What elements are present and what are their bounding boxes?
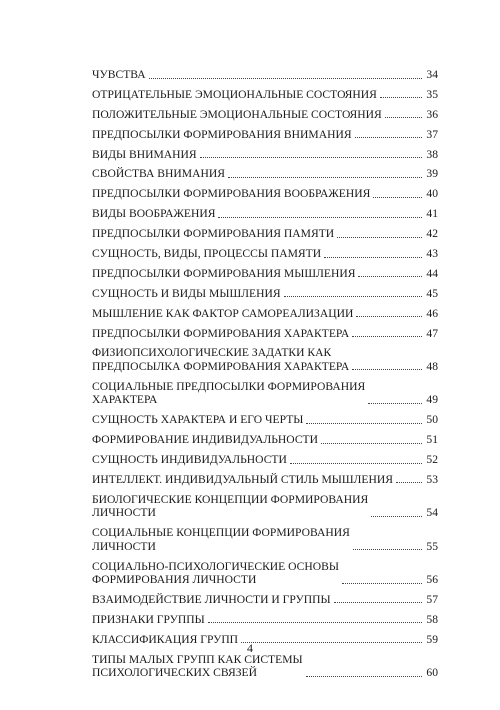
toc-entry-title-cont: ФОРМИРОВАНИЯ ЛИЧНОСТИ bbox=[92, 573, 257, 587]
toc-entry-page: 39 bbox=[426, 167, 438, 181]
toc-entry bbox=[92, 380, 438, 407]
toc-entry-page: 56 bbox=[426, 573, 438, 587]
toc-entry-title-cont: ПСИХОЛОГИЧЕСКИХ СВЯЗЕЙ bbox=[92, 666, 257, 680]
leader-dots bbox=[337, 237, 422, 238]
toc-entry-title: СУЩНОСТЬ ИНДИВИДУАЛЬНОСТИ bbox=[92, 453, 287, 467]
toc-entry-page: 45 bbox=[426, 286, 438, 300]
toc-entry-title: ТИПЫ МАЛЫХ ГРУПП КАК СИСТЕМЫ bbox=[92, 652, 303, 666]
leader-dots bbox=[208, 622, 422, 623]
toc-entry-page: 57 bbox=[426, 592, 438, 606]
toc-entry-page: 41 bbox=[426, 207, 438, 221]
toc-entry-title: ПРИЗНАКИ ГРУППЫ bbox=[92, 612, 205, 626]
toc-entry bbox=[92, 307, 438, 321]
leader-dots bbox=[352, 336, 422, 337]
leader-dots bbox=[228, 177, 422, 178]
toc-entry-page: 52 bbox=[426, 453, 438, 467]
toc-entry-title: СВОЙСТВА ВНИМАНИЯ bbox=[92, 167, 225, 181]
toc-entry-title: СУЩНОСТЬ И ВИДЫ МЫШЛЕНИЯ bbox=[92, 286, 281, 300]
toc-entry-page: 59 bbox=[426, 632, 438, 646]
toc-entry-page: 42 bbox=[426, 227, 438, 241]
toc-entry-title: ВИДЫ ВНИМАНИЯ bbox=[92, 147, 197, 161]
toc-entry bbox=[92, 207, 438, 221]
toc-entry bbox=[92, 148, 438, 162]
toc-entry-title: ПРЕДПОСЫЛКИ ФОРМИРОВАНИЯ ВООБРАЖЕНИЯ bbox=[92, 187, 371, 201]
toc-entry bbox=[92, 227, 438, 241]
toc-entry-title: СУЩНОСТЬ ХАРАКТЕРА И ЕГО ЧЕРТЫ bbox=[92, 413, 304, 427]
toc-entry-page: 53 bbox=[426, 472, 438, 486]
leader-dots bbox=[368, 403, 422, 404]
toc-entry-page: 40 bbox=[426, 187, 438, 201]
toc-entry-page: 54 bbox=[426, 506, 438, 520]
toc-entry bbox=[92, 413, 438, 427]
toc-entry bbox=[92, 493, 438, 520]
toc-entry bbox=[92, 653, 438, 680]
toc-entry-title: СОЦИАЛЬНЫЕ КОНЦЕПЦИИ ФОРМИРОВАНИЯ bbox=[92, 526, 350, 540]
toc-entry-page: 36 bbox=[426, 107, 438, 121]
leader-dots bbox=[396, 482, 422, 483]
toc-entry-title: ВЗАИМОДЕЙСТВИЕ ЛИЧНОСТИ И ГРУППЫ bbox=[92, 592, 331, 606]
toc-entry-page: 49 bbox=[426, 393, 438, 407]
toc-entry bbox=[92, 346, 438, 373]
toc-entry bbox=[92, 128, 438, 142]
toc-entry bbox=[92, 108, 438, 122]
leader-dots bbox=[353, 549, 422, 550]
leader-dots bbox=[149, 78, 422, 79]
page-number: 4 bbox=[247, 641, 253, 655]
leader-dots bbox=[373, 197, 422, 198]
toc-entry bbox=[92, 560, 438, 587]
toc-entry-title-cont: ХАРАКТЕРА bbox=[92, 393, 158, 407]
leader-dots bbox=[334, 602, 422, 603]
toc-entry-page: 58 bbox=[426, 612, 438, 626]
toc-entry bbox=[92, 267, 438, 281]
toc-entry bbox=[92, 473, 438, 487]
toc-entry-title: ЧУВСТВА bbox=[92, 68, 146, 81]
toc-entry-title: ПРЕДПОСЫЛКИ ФОРМИРОВАНИЯ МЫШЛЕНИЯ bbox=[92, 266, 356, 280]
toc-entry-title: ОТРИЦАТЕЛЬНЫЕ ЭМОЦИОНАЛЬНЫЕ СОСТОЯНИЯ bbox=[92, 87, 377, 101]
toc-entry-title: ВИДЫ ВООБРАЖЕНИЯ bbox=[92, 207, 216, 221]
leader-dots bbox=[218, 217, 422, 218]
toc-entry-title: БИОЛОГИЧЕСКИЕ КОНЦЕПЦИИ ФОРМИРОВАНИЯ bbox=[92, 492, 369, 506]
leader-dots bbox=[342, 583, 422, 584]
leader-dots bbox=[380, 97, 422, 98]
toc-entry-page: 55 bbox=[426, 539, 438, 553]
toc-entry-title: СУЩНОСТЬ, ВИДЫ, ПРОЦЕССЫ ПАМЯТИ bbox=[92, 247, 322, 261]
leader-dots bbox=[371, 516, 422, 517]
leader-dots bbox=[200, 157, 422, 158]
toc-entry-title: СОЦИАЛЬНЫЕ ПРЕДПОСЫЛКИ ФОРМИРОВАНИЯ bbox=[92, 379, 366, 393]
toc-entry bbox=[92, 167, 438, 181]
toc-entry-title: КЛАССИФИКАЦИЯ ГРУПП bbox=[92, 632, 239, 646]
toc-entry-title: ПОЛОЖИТЕЛЬНЫЕ ЭМОЦИОНАЛЬНЫЕ СОСТОЯНИЯ bbox=[92, 107, 382, 121]
toc-entry-page: 35 bbox=[426, 87, 438, 101]
toc-entry-title: ФИЗИОПСИХОЛОГИЧЕСКИЕ ЗАДАТКИ КАК bbox=[92, 346, 332, 360]
toc-entry-title-cont: ПРЕДПОСЫЛКА ФОРМИРОВАНИЯ ХАРАКТЕРА bbox=[92, 359, 350, 373]
toc-entry bbox=[92, 88, 438, 102]
toc-entry bbox=[92, 287, 438, 301]
leader-dots bbox=[284, 296, 422, 297]
leader-dots bbox=[290, 463, 422, 464]
leader-dots bbox=[306, 423, 422, 424]
toc-entry bbox=[92, 68, 438, 82]
leader-dots bbox=[356, 316, 422, 317]
leader-dots bbox=[385, 117, 422, 118]
toc-entry bbox=[92, 433, 438, 447]
toc-entry-title-cont: ЛИЧНОСТИ bbox=[92, 506, 156, 520]
toc-entry-page: 47 bbox=[426, 326, 438, 340]
toc-entry bbox=[92, 613, 438, 627]
toc-entry-page: 44 bbox=[426, 266, 438, 280]
toc-entry-page: 43 bbox=[426, 247, 438, 261]
toc-entry-title: ФОРМИРОВАНИЕ ИНДИВИДУАЛЬНОСТИ bbox=[92, 433, 319, 447]
toc-entry-title: ИНТЕЛЛЕКТ. ИНДИВИДУАЛЬНЫЙ СТИЛЬ МЫШЛЕНИЯ bbox=[92, 472, 393, 486]
leader-dots bbox=[355, 137, 422, 138]
toc-entry bbox=[92, 327, 438, 341]
toc-entry-page: 51 bbox=[426, 433, 438, 447]
leader-dots bbox=[321, 443, 422, 444]
toc-entry-title: ПРЕДПОСЫЛКИ ФОРМИРОВАНИЯ ПАМЯТИ bbox=[92, 227, 335, 241]
toc-entry-page: 34 bbox=[426, 68, 438, 81]
toc-entry-title: ПРЕДПОСЫЛКИ ФОРМИРОВАНИЯ ВНИМАНИЯ bbox=[92, 127, 352, 141]
table-of-contents bbox=[92, 68, 438, 686]
toc-entry bbox=[92, 526, 438, 553]
leader-dots bbox=[306, 676, 422, 677]
toc-entry bbox=[92, 593, 438, 607]
toc-entry-title: СОЦИАЛЬНО-ПСИХОЛОГИЧЕСКИЕ ОСНОВЫ bbox=[92, 559, 339, 573]
toc-entry-page: 60 bbox=[426, 666, 438, 680]
leader-dots bbox=[324, 257, 422, 258]
toc-entry-page: 46 bbox=[426, 306, 438, 320]
toc-entry-page: 48 bbox=[426, 359, 438, 373]
toc-entry-page: 50 bbox=[426, 413, 438, 427]
toc-entry-page: 38 bbox=[426, 147, 438, 161]
toc-entry bbox=[92, 187, 438, 201]
leader-dots bbox=[352, 369, 422, 370]
toc-entry-title-cont: ЛИЧНОСТИ bbox=[92, 539, 156, 553]
toc-entry bbox=[92, 453, 438, 467]
toc-entry bbox=[92, 247, 438, 261]
leader-dots bbox=[358, 276, 422, 277]
toc-entry-title: МЫШЛЕНИЕ КАК ФАКТОР САМОРЕАЛИЗАЦИИ bbox=[92, 306, 354, 320]
toc-entry-page: 37 bbox=[426, 127, 438, 141]
toc-entry-title: ПРЕДПОСЫЛКИ ФОРМИРОВАНИЯ ХАРАКТЕРА bbox=[92, 326, 350, 340]
